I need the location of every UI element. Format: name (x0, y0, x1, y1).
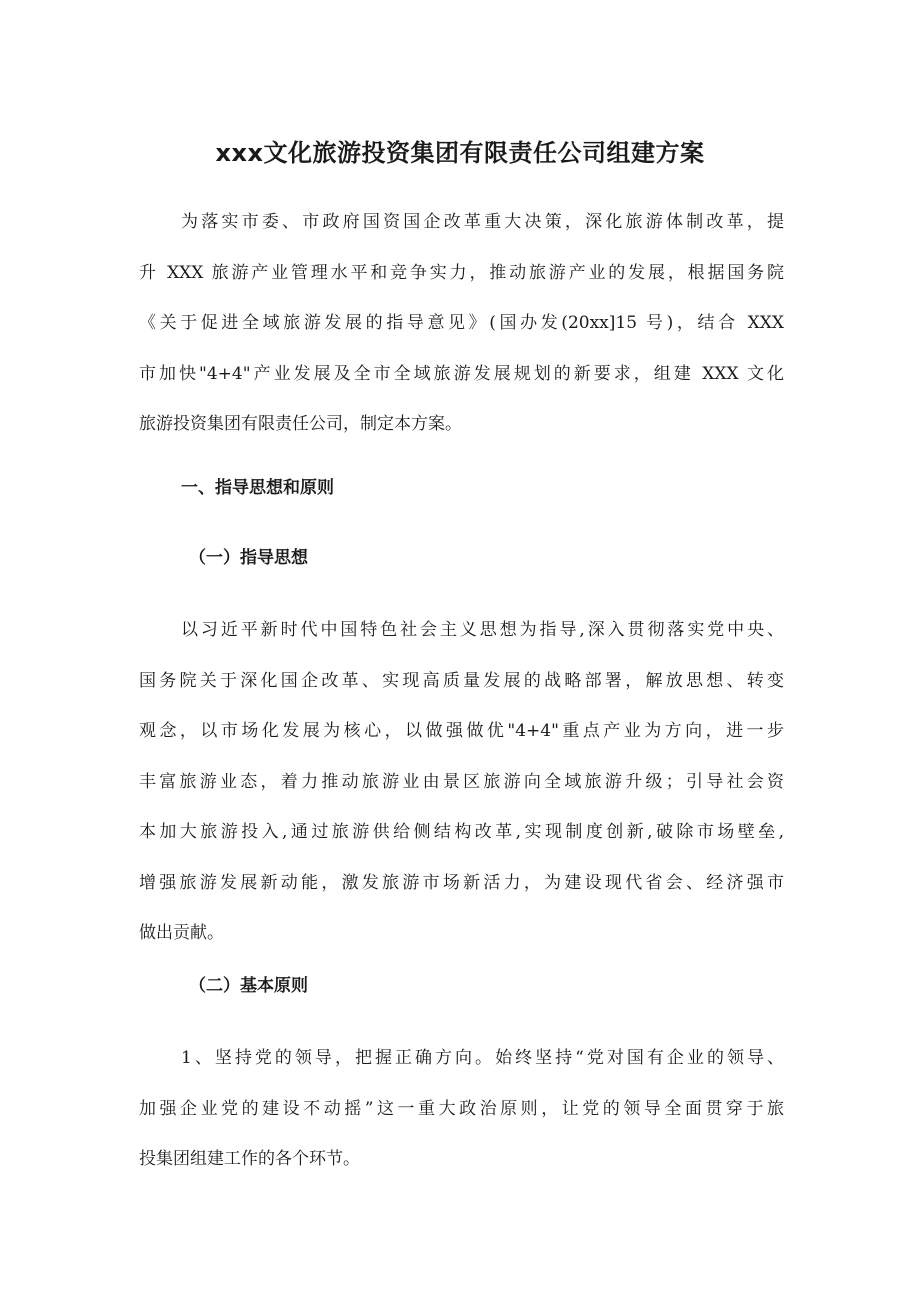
paragraph-line: 观念，以市场化发展为核心，以做强做优"4+4"重点产业为方向，进一步 (139, 721, 784, 741)
document-title: xxx文化旅游投资集团有限责任公司组建方案 (215, 139, 705, 167)
paragraph-line: 丰富旅游业态，着力推动旅游业由景区旅游向全域旅游升级；引导社会资 (139, 771, 784, 792)
paragraph-line: 加强企业党的建设不动摇”这一重大政治原则，让党的领导全面贯穿于旅 (139, 1098, 784, 1119)
section-heading: 一、指导思想和原则 (181, 478, 334, 498)
paragraph-line: 本加大旅游投入,通过旅游供给侧结构改革,实现制度创新,破除市场壁垒, (139, 822, 784, 842)
paragraph-line: 国务院关于深化国企改革、实现高质量发展的战略部署，解放思想、转变 (139, 670, 784, 691)
intro-paragraph (139, 197, 784, 450)
paragraph-line: 旅游投资集团有限责任公司，制定本方案。 (139, 414, 462, 434)
paragraph-line: 为落实市委、市政府国资国企改革重大决策，深化旅游体制改革，提 (181, 212, 784, 232)
subsection-heading: （一）指导思想 (189, 548, 308, 568)
paragraph-line: 《关于促进全域旅游发展的指导意见》(国办发(20xx]15 号)，结合 XXX (139, 313, 784, 333)
principle-paragraph (139, 1033, 784, 1185)
paragraph-line: 投集团组建工作的各个环节。 (139, 1149, 360, 1169)
paragraph-line: 以习近平新时代中国特色社会主义思想为指导,深入贯彻落实党中央、 (181, 620, 784, 640)
guiding-thought-paragraph (139, 605, 784, 959)
paragraph-line: 1、坚持党的领导，把握正确方向。始终坚持“党对国有企业的领导、 (181, 1048, 784, 1068)
subsection-heading: （二）基本原则 (189, 976, 308, 996)
paragraph-line: 增强旅游发展新动能，激发旅游市场新活力，为建设现代省会、经济强市 (139, 872, 784, 893)
paragraph-line: 做出贡献。 (139, 923, 224, 943)
paragraph-line: 市加快"4+4"产业发展及全市全域旅游发展规划的新要求，组建 XXX 文化 (139, 363, 784, 384)
paragraph-line: 升 XXX 旅游产业管理水平和竞争实力，推动旅游产业的发展，根据国务院 (139, 262, 784, 283)
